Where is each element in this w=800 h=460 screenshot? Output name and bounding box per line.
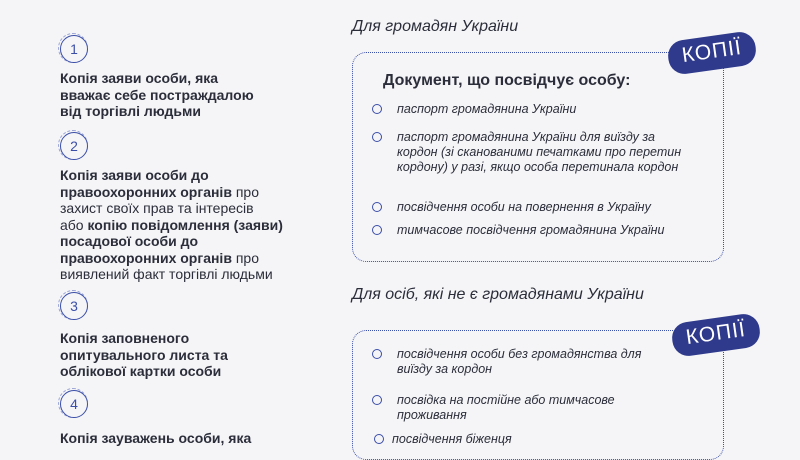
step-2-marker [58, 130, 90, 162]
copies-badge: КОПІЇ [666, 30, 758, 76]
step-1-number: 1 [60, 35, 88, 63]
documents-title: Документ, що посвідчує особу: [383, 72, 631, 89]
bullet-circle-icon [372, 104, 382, 114]
noncitizens-header: Для осіб, які не є громадянами України [352, 286, 644, 303]
citizens-header: Для громадян України [352, 18, 519, 35]
step-3-text: Копія заповненого опитувального листа та облікової картки особи [60, 330, 228, 379]
bullet-circle-icon [372, 202, 382, 212]
bullet-circle-icon [372, 395, 382, 405]
bullet-circle-icon [372, 349, 382, 359]
bullet-circle-icon [372, 225, 382, 235]
step-2-number: 2 [60, 132, 88, 160]
copies-badge: КОПІЇ [670, 312, 762, 358]
step-4-number: 4 [60, 390, 88, 418]
bullet-circle-icon [374, 434, 384, 444]
step-3-marker [58, 290, 90, 322]
left-column [0, 0, 330, 445]
step-1-marker [58, 33, 90, 65]
bullet-circle-icon [372, 132, 382, 142]
step-3-number: 3 [60, 292, 88, 320]
step-2-text: Копія заяви особи до правоохоронних органів про захист своїх прав та інтересів або копію повідомлення (заяви) посадової особи до правоохоронних органів про виявлений факт торгівлі людьми [60, 167, 283, 282]
step-1-text: Копія заяви особи, яка вважає себе постраждалою від торгівлі людьми [60, 70, 254, 119]
step-4-marker [58, 388, 90, 420]
step-4-text: Копія зауважень особи, яка [60, 430, 252, 446]
